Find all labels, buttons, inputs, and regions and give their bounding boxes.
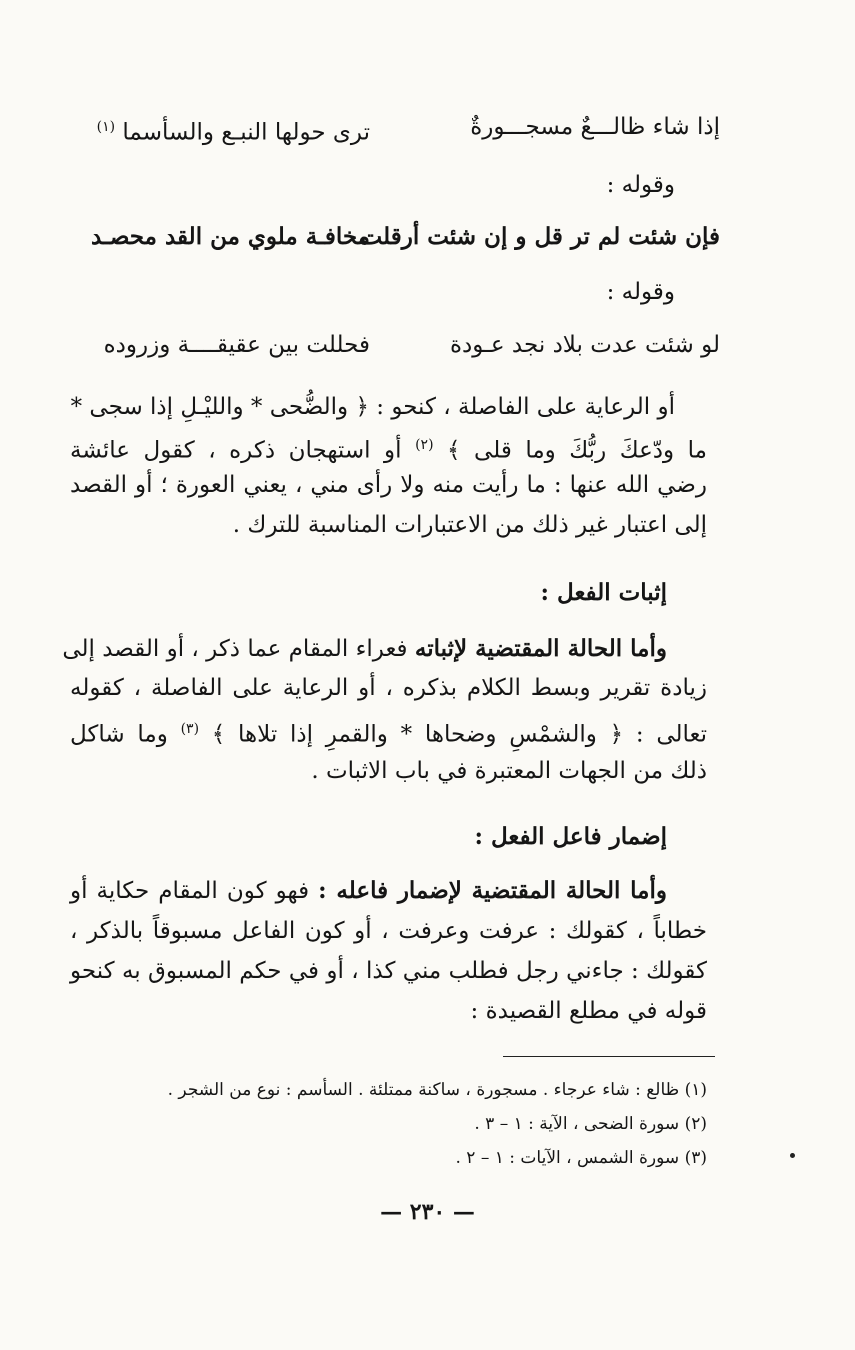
para2-lead: وأما الحالة المقتضية لإثباته xyxy=(414,635,667,662)
para2-line1-rest: فعراء المقام عما ذكر ، أو القصد إلى xyxy=(62,636,408,662)
para2-line4: ذلك من الجهات المعتبرة في باب الاثبات . xyxy=(311,758,707,784)
footnote-1: (١) ظالع : شاء عرجاء . مسجورة ، ساكنة ممتلئة . السأسم : نوع من الشجر . xyxy=(167,1080,707,1100)
para1-line2 xyxy=(70,430,707,464)
footnote-2: (٢) سورة الضحى ، الآية : ١ – ٣ . xyxy=(474,1114,707,1134)
footnote-marker-2: (٢) xyxy=(415,437,434,453)
para3-line4: قوله في مطلع القصيدة : xyxy=(470,998,707,1024)
section-heading-idmar: إضمار فاعل الفعل : xyxy=(474,823,667,850)
para3-line3: كقولك : جاءني رجل فطلب مني كذا ، أو في حكم المسبوق به كنحو xyxy=(70,958,707,984)
page-number: — ٢٣٠ — xyxy=(380,1199,475,1225)
footnote-marker-3: (٣) xyxy=(180,721,200,737)
para3-line2: خطاباً ، كقولك : عرفت وعرفت ، أو كون الفاعل مسبوقاً بالذكر ، xyxy=(70,918,707,944)
para3-line1 xyxy=(70,876,667,906)
verse3-first-hemistich: لو شئت عدت بلاد نجد عـودة xyxy=(449,332,720,358)
footnote-divider xyxy=(503,1056,715,1057)
intro-2: وقوله : xyxy=(606,172,675,198)
verse3-second-hemistich: فحللت بين عقيقــــة وزروده xyxy=(103,332,370,358)
para2-line3 xyxy=(70,714,708,748)
para2-line3-rest: وما شاكل xyxy=(70,721,168,748)
verse1-first-hemistich: إذا شاء ظالـــعٌ مسجـــورةٌ xyxy=(470,114,720,140)
para2-line1 xyxy=(62,634,667,664)
verse1-second-text: ترى حولها النبـع والسأسما xyxy=(122,119,370,146)
para2-line2: زيادة تقرير وبسط الكلام بذكره ، أو الرعاية على الفاصلة ، كقوله xyxy=(70,675,707,701)
para1-line3: رضي الله عنها : ما رأيت منه ولا رأى مني ، يعني العورة ؛ أو القصد xyxy=(70,472,707,498)
verse2-second-hemistich: مخافـة ملوي من القد محصـد xyxy=(91,223,370,250)
para3-lead: وأما الحالة المقتضية لإضمار فاعله : xyxy=(318,877,667,904)
verse1-second-hemistich xyxy=(96,112,370,146)
intro-3: وقوله : xyxy=(606,279,675,305)
verse2-first-hemistich: فإن شئت لم تر قل و إن شئت أرقلت xyxy=(360,223,720,250)
margin-dot xyxy=(790,1153,795,1158)
para1-line1: أو الرعاية على الفاصلة ، كنحو : ﴿ والضُّحى * والليْـلِ إذا سجى * xyxy=(70,394,675,420)
para1-line2-rest: أو استهجان ذكره ، كقول عائشة xyxy=(70,437,402,464)
para1-line4: إلى اعتبار غير ذلك من الاعتبارات المناسبة للترك . xyxy=(232,512,707,538)
quran-quote-shams: تعالى : ﴿ والشمْسِ وضحاها * والقمرِ إذا تلاها ﴾ xyxy=(211,721,708,748)
section-heading-ithbat: إثبات الفعل : xyxy=(540,579,667,606)
footnote-3: (٣) سورة الشمس ، الآيات : ١ – ٢ . xyxy=(455,1148,707,1168)
footnote-marker-1: (١) xyxy=(96,119,116,135)
para3-line1-rest: فهو كون المقام حكاية أو xyxy=(70,878,310,904)
quran-quote-duha: ما ودّعكَ ربُّكَ وما قلى ﴾ xyxy=(447,437,707,464)
